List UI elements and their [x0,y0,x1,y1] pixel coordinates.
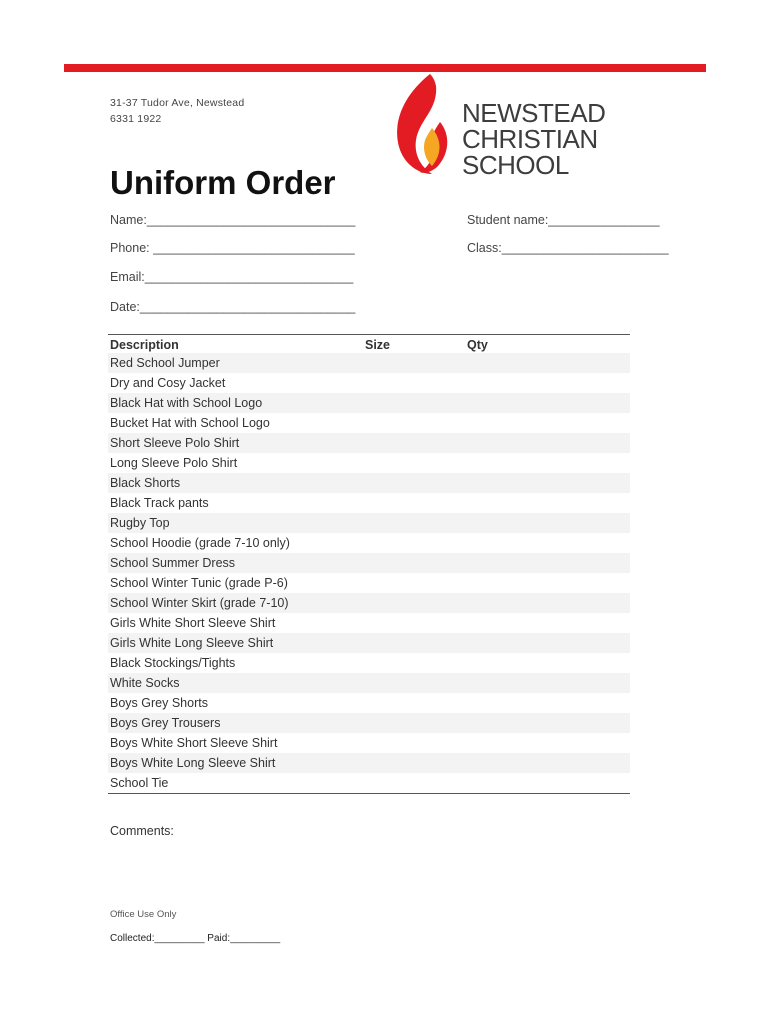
logo-wordmark [462,100,605,178]
address-phone: 6331 1922 [110,113,162,125]
office-use-label: Office Use Only [110,909,177,920]
school-logo [392,72,632,182]
table-row[interactable]: Black Hat with School Logo [108,393,630,413]
table-row[interactable]: Bucket Hat with School Logo [110,416,270,430]
table-row[interactable]: Girls White Short Sleeve Shirt [110,616,276,630]
logo-line-2: CHRISTIAN [462,124,598,154]
phone-field[interactable]: Phone: _____________________________ [110,241,355,255]
name-field[interactable]: Name:______________________________ [110,213,356,227]
class-field[interactable]: Class:________________________ [467,241,669,255]
table-row[interactable]: Dry and Cosy Jacket [110,376,226,390]
header-accent-bar [64,64,706,72]
student-name-field[interactable]: Student name:________________ [467,213,660,227]
page-title: Uniform Order [110,164,336,201]
flame-icon [392,72,456,176]
column-qty: Qty [467,338,488,352]
table-row[interactable]: Black Shorts [108,473,630,493]
table-row[interactable]: Red School Jumper [108,353,630,373]
table-row[interactable]: Boys Grey Trousers [108,713,630,733]
school-address [110,95,244,127]
column-size: Size [365,338,391,352]
table-row[interactable]: Long Sleeve Polo Shirt [110,456,238,470]
table-row[interactable]: White Socks [108,673,630,693]
logo-line-1: NEWSTEAD [462,98,606,128]
date-field[interactable]: Date:_______________________________ [110,300,356,314]
table-row[interactable]: School Tie [110,776,169,790]
column-description: Description [110,338,179,352]
logo-line-3: SCHOOL [462,150,569,180]
table-header [108,335,630,353]
table-row[interactable]: Short Sleeve Polo Shirt [108,433,630,453]
table-row[interactable]: Boys Grey Shorts [110,696,208,710]
table-row[interactable]: School Summer Dress [108,553,630,573]
table-row[interactable]: Girls White Long Sleeve Shirt [108,633,630,653]
table-row[interactable]: School Winter Skirt (grade 7-10) [108,593,630,613]
table-row[interactable]: Boys White Short Sleeve Shirt [110,736,278,750]
address-street: 31-37 Tudor Ave, Newstead [110,97,245,109]
collected-paid-field[interactable]: Collected:_________ Paid:_________ [110,933,281,944]
uniform-order-table [108,334,630,794]
table-row[interactable]: Boys White Long Sleeve Shirt [108,753,630,773]
table-row[interactable]: Black Track pants [110,496,209,510]
table-bottom-rule [108,793,630,794]
comments-label[interactable]: Comments: [110,824,174,838]
table-row[interactable]: Rugby Top [108,513,630,533]
email-field[interactable]: Email:______________________________ [110,270,354,284]
table-row[interactable]: School Winter Tunic (grade P-6) [110,576,288,590]
table-row[interactable]: School Hoodie (grade 7-10 only) [110,536,290,550]
table-row[interactable]: Black Stockings/Tights [110,656,236,670]
